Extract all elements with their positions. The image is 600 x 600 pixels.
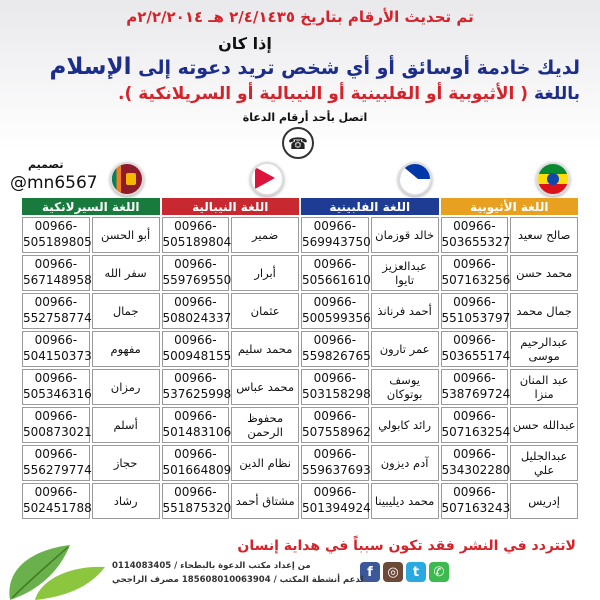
contact-name: صالح سعيد [510,217,578,253]
contact-number[interactable]: 00966-505189805 [22,217,90,253]
contact-number[interactable]: 00966-559769550 [162,255,230,291]
contact-name: محمد سليم [231,331,299,367]
contact-number[interactable]: 00966-501394924 [301,483,369,519]
contact-number[interactable]: 00966-551875320 [162,483,230,519]
contact-name: عبدالعزيز تايوا [371,255,439,291]
contact-number[interactable]: 00966-500873021 [22,407,90,443]
contact-number[interactable]: 00966-507163243 [441,483,509,519]
contact-number[interactable]: 00966-551053797 [441,293,509,329]
table-row [22,293,578,329]
support-account: لدعم أنشطة المكتب / 185608010063904 مصرف الراجحي [112,575,364,585]
contact-name: محفوظ الرحمن [231,407,299,443]
leaf-icon [0,525,110,600]
contact-name: أسلم [92,407,160,443]
contact-number[interactable]: 00966-559637693 [301,445,369,481]
contact-number[interactable]: 00966-503655174 [441,331,509,367]
column-header-srilankan: اللغة السيرلانكية [22,198,160,215]
designer-handle: @mn6567 [10,173,98,193]
flag-nepal-icon [250,162,284,196]
call-instruction: اتصل بأحد أرقام الدعاة [242,111,368,124]
contact-number[interactable]: 00966-502451788 [22,483,90,519]
islam-word: الإسلام [49,54,132,80]
contact-name: عبدالجليل علي [510,445,578,481]
contact-name: عثمان [231,293,299,329]
flag-srilanka-icon [110,162,144,196]
contacts-table [20,196,580,521]
contact-name: عمر تارون [371,331,439,367]
contact-name: رائد كابولي [371,407,439,443]
twitter-icon[interactable]: t [406,562,426,582]
contact-number[interactable]: 00966-567148958 [22,255,90,291]
contact-name: مشتاق أحمد [231,483,299,519]
table-row [22,407,578,443]
contact-name: عبدالرحيم موسى [510,331,578,367]
contact-number[interactable]: 00966-538769724 [441,369,509,405]
contact-name: رشاد [92,483,160,519]
designer-label: تصميم [28,158,64,171]
contact-name: عبد المنان منزا [510,369,578,405]
contact-number[interactable]: 00966-503655327 [441,217,509,253]
contact-name: خالد قوزمان [371,217,439,253]
contact-number[interactable]: 00966-504150373 [22,331,90,367]
column-header-ethiopian: اللغة الأثيوبية [441,198,579,215]
table-header-row [22,198,578,215]
contact-name: نظام الدين [231,445,299,481]
contact-number[interactable]: 00966-505661610 [301,255,369,291]
contact-number[interactable]: 00966-501483106 [162,407,230,443]
contact-number[interactable]: 00966-556279774 [22,445,90,481]
contact-name: عبدالله حسن [510,407,578,443]
table-row [22,483,578,519]
flag-philippines-icon [398,162,432,196]
update-date-line: تم تحديث الأرقام بتاريخ ٢/٤/١٤٣٥ هـ ٢/٢/٢٠١٤م [126,8,474,26]
instagram-icon[interactable]: ◎ [383,562,403,582]
share-message: لاتتردد في النشر فقد تكون سبباً في هداية إنسان [237,538,576,554]
contact-number[interactable]: 00966-507163254 [441,407,509,443]
column-header-filipino: اللغة الفلبينية [301,198,439,215]
contact-number[interactable]: 00966-534302280 [441,445,509,481]
contact-number[interactable]: 00966-508024337 [162,293,230,329]
office-credit: من إعداد مكتب الدعوة بالبطحاء / 0114083405 [112,561,311,571]
contact-number[interactable]: 00966-500948155 [162,331,230,367]
contact-number[interactable]: 00966-559826765 [301,331,369,367]
contact-number[interactable]: 00966-503158298 [301,369,369,405]
table-row [22,255,578,291]
contact-name: أبرار [231,255,299,291]
whatsapp-icon[interactable]: ✆ [429,562,449,582]
contact-name: محمد ديليبينا [371,483,439,519]
languages-prefix: باللغة [534,84,580,104]
contact-name: جمال [92,293,160,329]
contact-name: ضمير [231,217,299,253]
contact-name: إدريس [510,483,578,519]
table-row [22,217,578,253]
contact-name: يوسف بوتوكان [371,369,439,405]
contact-name: آدم ديزون [371,445,439,481]
table-row [22,445,578,481]
invite-line [20,54,580,80]
facebook-icon[interactable]: f [360,562,380,582]
contact-name: حجاز [92,445,160,481]
contact-name: محمد عباس [231,369,299,405]
flag-ethiopia-icon [536,162,570,196]
contact-number[interactable]: 00966-552758774 [22,293,90,329]
table-row [22,369,578,405]
contact-number[interactable]: 00966-505189804 [162,217,230,253]
contact-number[interactable]: 00966-507163256 [441,255,509,291]
invite-text: لديك خادمة أوسائق أو أي شخص تريد دعوته إلى [138,57,580,79]
phone-icon: ☎ [282,127,314,159]
contact-name: سفر الله [92,255,160,291]
contact-number[interactable]: 00966-500599356 [301,293,369,329]
table-row [22,331,578,367]
contact-name: مفهوم [92,331,160,367]
column-header-nepali: اللغة النيبالية [162,198,300,215]
contact-name: رمزان [92,369,160,405]
social-icons [360,562,449,582]
languages-list: ( الأثيوبية أو الفلبينية أو النيبالية أو السريلانكية ). [118,84,529,104]
contact-number[interactable]: 00966-537625998 [162,369,230,405]
if-was-heading: إذا كان [218,34,272,53]
contact-name: أبو الحسن [92,217,160,253]
contact-number[interactable]: 00966-501664809 [162,445,230,481]
languages-line [20,84,580,104]
contact-number[interactable]: 00966-507558962 [301,407,369,443]
contact-number[interactable]: 00966-569943750 [301,217,369,253]
contact-name: جمال محمد [510,293,578,329]
contact-number[interactable]: 00966-505346316 [22,369,90,405]
contact-name: أحمد فرنانذ [371,293,439,329]
contact-name: محمد حسن [510,255,578,291]
